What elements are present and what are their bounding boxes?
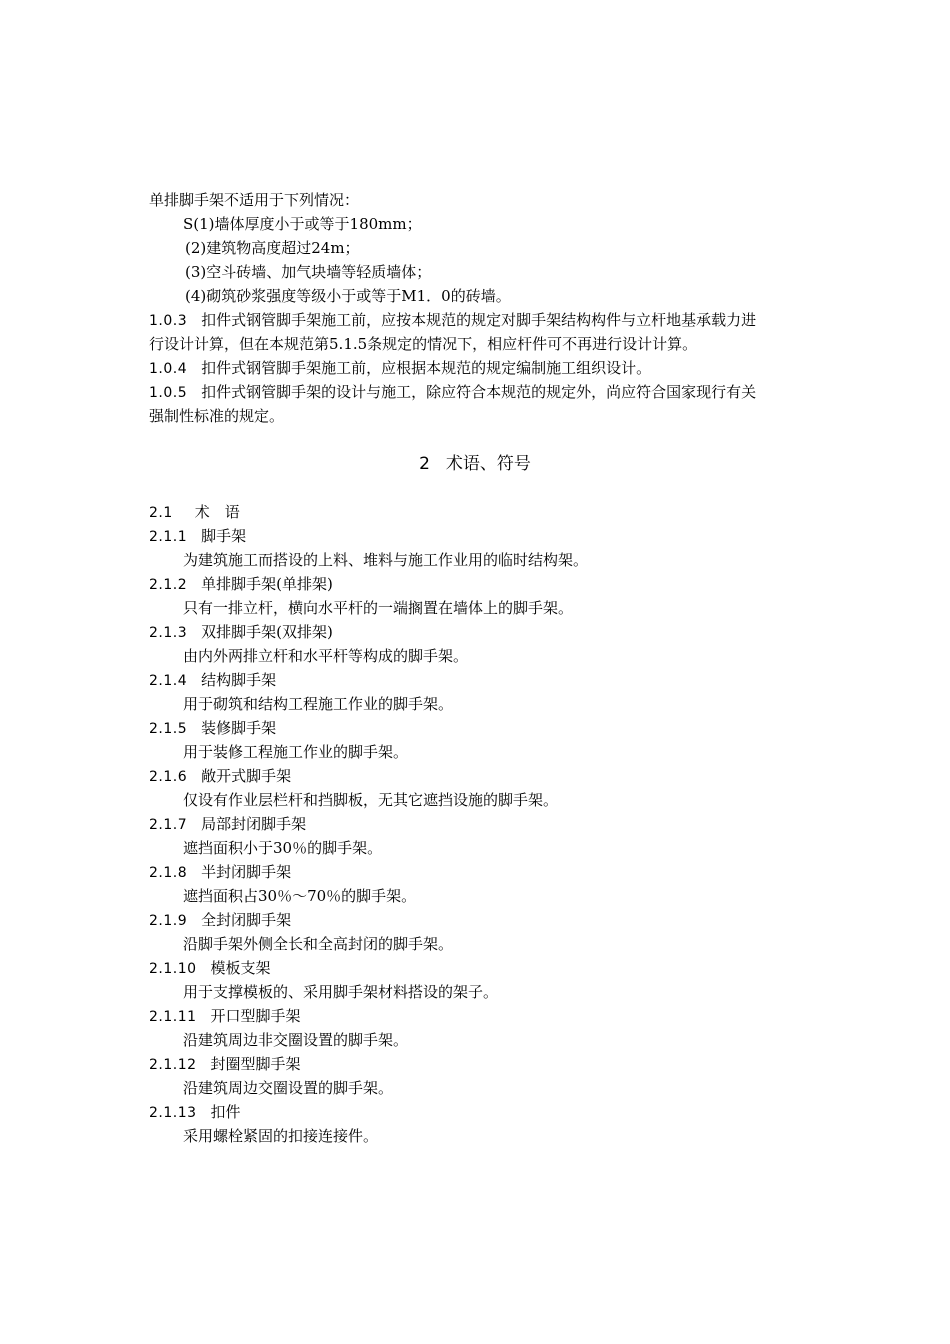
term-number: 2.1.6 [149,769,188,785]
term-heading [149,766,291,787]
term-definition: 采用螺栓紧固的扣接连接件。 [183,1127,379,1145]
term-number: 2.1.3 [149,625,188,641]
term-definition: 为建筑施工而搭设的上料、堆料与施工作业用的临时结构架。 [183,551,589,569]
intro-heading: 单排脚手架不适用于下列情况： [149,191,360,209]
section-title: 术 语 [194,503,240,521]
term-definition: 用于砌筑和结构工程施工作业的脚手架。 [183,695,454,713]
term-heading [149,862,291,883]
term-heading [149,910,291,931]
term-name: 结构脚手架 [201,671,277,689]
term-number: 2.1.1 [149,529,188,545]
term-number: 2.1.9 [149,913,188,929]
term-heading [149,1054,301,1075]
section-number: 2.1 [149,505,173,521]
section-heading [149,502,240,523]
term-definition: 用于支撑模板的、采用脚手架材料搭设的架子。 [183,983,499,1001]
term-number: 2.1.8 [149,865,188,881]
term-heading [149,622,333,643]
clause-1-0-4 [149,358,651,379]
term-number: 2.1.10 [149,961,197,977]
clause-1-0-5 [149,382,756,403]
chapter-heading [0,452,950,476]
term-number: 2.1.4 [149,673,188,689]
clause-text-line-2: 强制性标准的规定。 [149,407,285,425]
term-name: 模板支架 [210,959,271,977]
term-heading [149,958,271,979]
term-definition: 仅设有作业层栏杆和挡脚板，无其它遮挡设施的脚手架。 [183,791,559,809]
term-heading [149,670,276,691]
term-number: 2.1.11 [149,1009,197,1025]
chapter-title: 术语、符号 [445,454,531,474]
intro-item-4: (4)砌筑砂浆强度等级小于或等于M1．0的砖墙。 [185,287,511,305]
term-name: 封圈型脚手架 [210,1055,301,1073]
clause-number: 1.0.4 [149,361,188,377]
term-heading [149,814,306,835]
intro-item-2: (2)建筑物高度超过24m； [185,239,360,257]
clause-text-line-1: 扣件式钢管脚手架施工前，应根据本规范的规定编制施工组织设计。 [201,359,652,377]
term-name: 半封闭脚手架 [201,863,292,881]
term-definition: 沿脚手架外侧全长和全高封闭的脚手架。 [183,935,454,953]
term-name: 敞开式脚手架 [201,767,292,785]
term-name: 脚手架 [201,527,247,545]
term-definition: 遮挡面积小于30％的脚手架。 [183,839,383,857]
term-heading [149,1102,241,1123]
term-heading [149,718,276,739]
clause-1-0-3 [149,310,756,331]
term-name: 局部封闭脚手架 [201,815,307,833]
term-name: 全封闭脚手架 [201,911,292,929]
term-number: 2.1.7 [149,817,188,833]
term-number: 2.1.5 [149,721,188,737]
intro-item-1: S(1)墙体厚度小于或等于180mm； [183,215,422,233]
term-definition: 由内外两排立杆和水平杆等构成的脚手架。 [183,647,469,665]
term-number: 2.1.13 [149,1105,197,1121]
clause-number: 1.0.5 [149,385,188,401]
term-name: 扣件 [210,1103,241,1121]
intro-item-3: (3)空斗砖墙、加气块墙等轻质墙体； [185,263,432,281]
term-heading [149,1006,301,1027]
term-heading [149,526,246,547]
term-definition: 沿建筑周边交圈设置的脚手架。 [183,1079,394,1097]
clause-text-line-2: 行设计计算，但在本规范第5.1.5条规定的情况下，相应杆件可不再进行设计计算。 [149,335,698,353]
term-name: 单排脚手架(单排架) [201,575,333,593]
term-definition: 只有一排立杆，横向水平杆的一端搁置在墙体上的脚手架。 [183,599,574,617]
term-definition: 沿建筑周边非交圈设置的脚手架。 [183,1031,409,1049]
chapter-number: 2 [419,454,430,474]
term-number: 2.1.2 [149,577,188,593]
term-heading [149,574,333,595]
term-definition: 用于装修工程施工作业的脚手架。 [183,743,409,761]
term-definition: 遮挡面积占30％～70％的脚手架。 [183,887,417,905]
term-name: 开口型脚手架 [210,1007,301,1025]
clause-number: 1.0.3 [149,313,188,329]
term-number: 2.1.12 [149,1057,197,1073]
clause-text-line-1: 扣件式钢管脚手架的设计与施工，除应符合本规范的规定外，尚应符合国家现行有关 [201,383,757,401]
term-name: 装修脚手架 [201,719,277,737]
clause-text-line-1: 扣件式钢管脚手架施工前，应按本规范的规定对脚手架结构构件与立杆地基承载力进 [201,311,757,329]
term-name: 双排脚手架(双排架) [201,623,333,641]
